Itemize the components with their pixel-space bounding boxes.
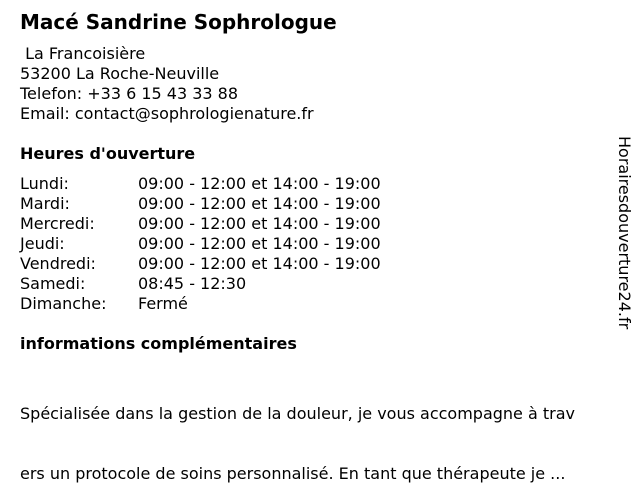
day-hours: 09:00 - 12:00 et 14:00 - 19:00 — [138, 234, 381, 253]
hours-row-sunday — [20, 294, 381, 314]
opening-hours-table — [20, 174, 381, 314]
business-name: Macé Sandrine Sophrologue — [20, 10, 337, 34]
day-label: Dimanche: — [20, 294, 107, 313]
hours-row-saturday — [20, 274, 381, 294]
day-label: Lundi: — [20, 174, 69, 193]
day-hours: 08:45 - 12:30 — [138, 274, 247, 293]
day-hours: 09:00 - 12:00 et 14:00 - 19:00 — [138, 174, 381, 193]
hours-row-friday — [20, 254, 381, 274]
info-line-2: ers un protocole de soins personnalisé. En tant que thérapeute je ... — [20, 464, 566, 483]
hours-row-wednesday — [20, 214, 381, 234]
site-watermark: Horairesdouverture24.fr — [615, 136, 634, 330]
day-label: Samedi: — [20, 274, 86, 293]
info-line-1: Spécialisée dans la gestion de la douleur, je vous accompagne à trav — [20, 404, 575, 423]
additional-info-heading: informations complémentaires — [20, 334, 297, 353]
day-hours: 09:00 - 12:00 et 14:00 - 19:00 — [138, 194, 381, 213]
address-street: La Francoisière — [20, 44, 146, 63]
day-hours: 09:00 - 12:00 et 14:00 - 19:00 — [138, 214, 381, 233]
email-address: Email: contact@sophrologienature.fr — [20, 104, 314, 123]
day-hours: Fermé — [138, 294, 188, 313]
additional-info-text — [20, 364, 620, 504]
day-label: Mercredi: — [20, 214, 95, 233]
hours-row-tuesday — [20, 194, 381, 214]
day-hours: 09:00 - 12:00 et 14:00 - 19:00 — [138, 254, 381, 273]
hours-row-thursday — [20, 234, 381, 254]
phone-number: Telefon: +33 6 15 43 33 88 — [20, 84, 239, 103]
hours-row-monday — [20, 174, 381, 194]
address-city: 53200 La Roche-Neuville — [20, 64, 220, 83]
day-label: Jeudi: — [20, 234, 65, 253]
day-label: Mardi: — [20, 194, 70, 213]
day-label: Vendredi: — [20, 254, 96, 273]
address-block — [20, 44, 314, 124]
opening-hours-heading: Heures d'ouverture — [20, 144, 196, 163]
